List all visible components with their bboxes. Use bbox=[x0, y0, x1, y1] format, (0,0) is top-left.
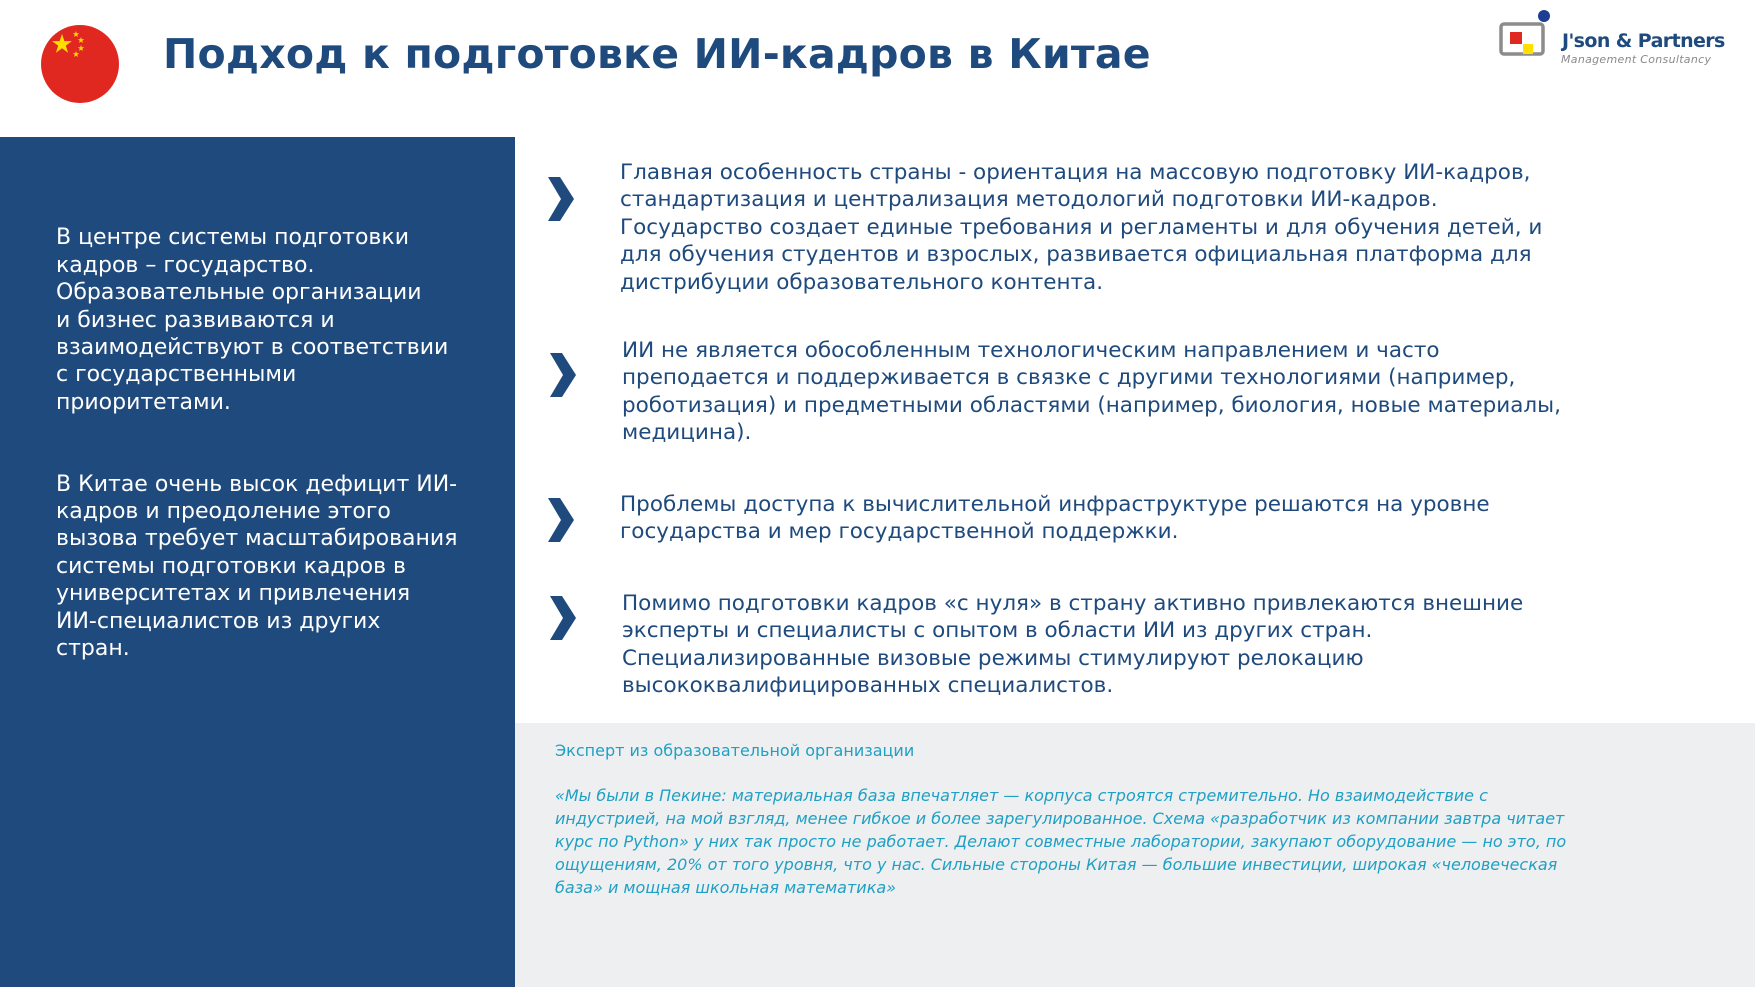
left-summary-panel bbox=[0, 137, 515, 987]
quote-text: «Мы были в Пекине: материальная база впечатляет — корпуса строятся стремительно. Но взаимодействие с индустрией, на мой взгляд, менее гибкое и более зарегулированное. Схема «разработчик из компании завтра читает курс по Python» у них так просто не работает. Делают совместные лаборатории, закупают оборудование — но это, по ощущениям, 20% от того уровня, что у нас. Сильные стороны Китая — большие инвестиции, широкая «человеческая база» и мощная школьная математика» bbox=[555, 786, 1567, 897]
left-summary-text bbox=[56, 197, 496, 690]
expert-quote-box bbox=[515, 723, 1755, 987]
summary-paragraph: В центре системы подготовки кадров – государство. Образовательные организации и бизнес развиваются и взаимодействуют в соответствии с государственными приоритетами. bbox=[56, 225, 449, 415]
bullet-text: Помимо подготовки кадров «с нуля» в страну активно привлекаются внешние эксперты и специалисты с опытом в области ИИ из других стран. Специализированные визовые режимы стимулируют релокацию высококвалифицированных специалистов. bbox=[622, 591, 1524, 699]
chevron-right-icon bbox=[546, 175, 576, 223]
bullet-text: Главная особенность страны - ориентация на массовую подготовку ИИ-кадров, стандартизация и централизация методологий подготовки ИИ-кадров. Государство создает единые требования и регламенты и для обучения детей, и для обучения студентов и взрослых, развивается официальная платформа для дистрибуции образовательного контента. bbox=[620, 160, 1543, 295]
chevron-right-icon bbox=[548, 594, 578, 642]
logo-name: J'son & Partners bbox=[1562, 30, 1725, 52]
logo-mark-icon bbox=[1498, 8, 1560, 68]
bullet-text: ИИ не является обособленным технологическим направлением и часто преподается и поддерживается в связке с другими технологиями (например, роботизация) и предметными областями (например, биология, новые материалы, медицина). bbox=[622, 338, 1561, 446]
company-logo bbox=[1498, 8, 1725, 68]
summary-paragraph: В Китае очень высок дефицит ИИ- кадров и преодоление этого вызова требует масштабирования системы подготовки кадров в университетах и привлечения ИИ-специалистов из других стран. bbox=[56, 471, 458, 662]
logo-subtitle: Management Consultancy bbox=[1561, 53, 1712, 66]
page-title: Подход к подготовке ИИ-кадров в Китае bbox=[163, 30, 1151, 78]
bullet-text: Проблемы доступа к вычислительной инфраструктуре решаются на уровне государства и мер государственной поддержки. bbox=[620, 492, 1490, 545]
chevron-right-icon bbox=[548, 351, 578, 399]
china-flag-icon bbox=[40, 24, 120, 104]
chevron-right-icon bbox=[546, 496, 576, 544]
quote-author: Эксперт из образовательной организации bbox=[555, 741, 915, 760]
